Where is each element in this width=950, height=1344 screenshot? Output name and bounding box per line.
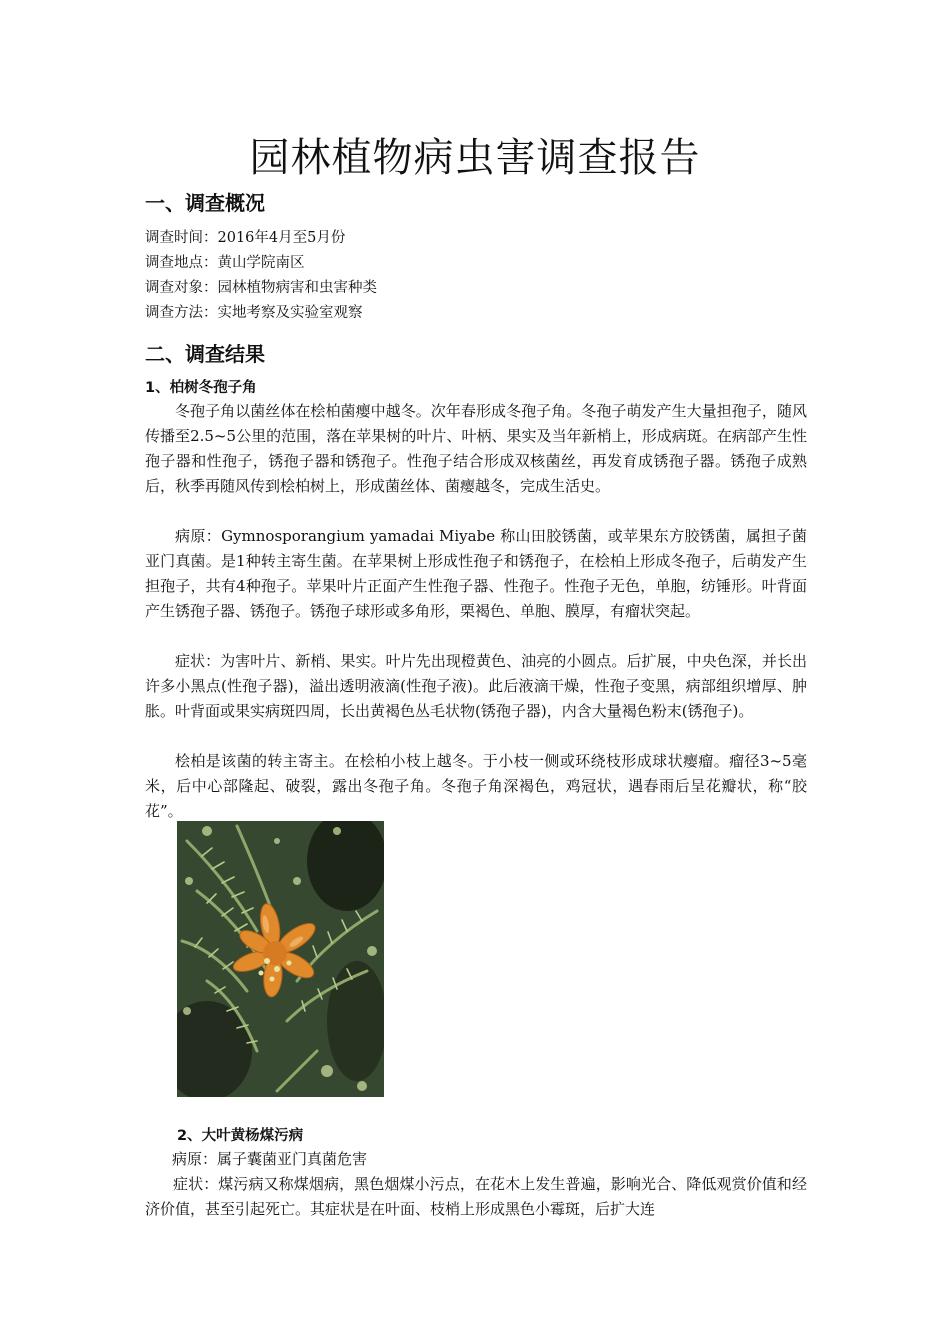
paragraph-sooty-symptoms: 症状：煤污病又称煤烟病，黑色烟煤小污点，在花木上发生普遍，影响光合、降低观赏价值和经济价值，甚至引起死亡。其症状是在叶面、枝梢上形成黑色小霉斑，后扩大连 [145, 1175, 807, 1218]
subsection-heading-cedar-rust: 1、柏树冬孢子角 [145, 380, 257, 396]
paragraph-pathogen: 病原：Gymnosporangium yamadai Miyabe 称山田胶锈菌，或苹果东方胶锈菌，属担子菌亚门真菌。是1种转主寄生菌。在苹果树上形成性孢子和锈孢子，在桧柏上形成冬孢子，后萌发产生担孢子，共有4种孢子。苹果叶片正面产生性孢子器、性孢子。性孢子无色，单胞，纺锤形。叶背面产生锈孢子器、锈孢子。锈孢子球形或多角形，栗褐色、单胞、膜厚，有瘤状突起。 [145, 527, 807, 620]
report-title: 园林植物病虫害调查报告 [249, 135, 701, 181]
paragraph-symptoms: 症状：为害叶片、新梢、果实。叶片先出现橙黄色、油亮的小圆点。后扩展，中央色深，并长出许多小黑点(性孢子器)，溢出透明液滴(性孢子液)。此后液滴干燥，性孢子变黑，病部组织增厚、肿胀。叶背面或果实病斑四周，长出黄褐色丛毛状物(锈孢子器)，内含大量褐色粉末(锈孢子)。 [145, 652, 807, 720]
paragraph-life-cycle: 冬孢子角以菌丝体在桧柏菌瘿中越冬。次年春形成冬孢子角。冬孢子萌发产生大量担孢子，随风传播至2.5~5公里的范围，落在苹果树的叶片、叶柄、果实及当年新梢上，形成病斑。在病部产生性孢子器和性孢子，锈孢子器和锈孢子。性孢子结合形成双核菌丝，再发育成锈孢子器。锈孢子成熟后，秋季再随风传到桧柏树上，形成菌丝体、菌瘿越冬，完成生活史。 [145, 402, 807, 495]
survey-time-line: 调查时间：2016年4月至5月份 [145, 230, 346, 246]
paragraph-sooty-pathogen: 病原：属子囊菌亚门真菌危害 [172, 1150, 368, 1168]
survey-object-line: 调查对象：园林植物病害和虫害种类 [145, 280, 377, 296]
cedar-rust-photo [177, 821, 384, 1097]
subsection-heading-sooty-mold: 2、大叶黄杨煤污病 [177, 1128, 304, 1144]
survey-method-line: 调查方法：实地考察及实验室观察 [145, 305, 363, 321]
section-heading-overview: 一、调查概况 [145, 191, 265, 215]
overview-info-block [145, 226, 377, 326]
section-heading-results: 二、调查结果 [145, 342, 265, 366]
survey-location-line: 调查地点：黄山学院南区 [145, 255, 305, 271]
paragraph-alternate-host: 桧柏是该菌的转主寄主。在桧柏小枝上越冬。于小枝一侧或环绕枝形成球状瘿瘤。瘤径3~5毫米，后中心部隆起、破裂，露出冬孢子角。冬孢子角深褐色，鸡冠状，遇春雨后呈花瓣状，称“胶花”。 [145, 752, 807, 820]
